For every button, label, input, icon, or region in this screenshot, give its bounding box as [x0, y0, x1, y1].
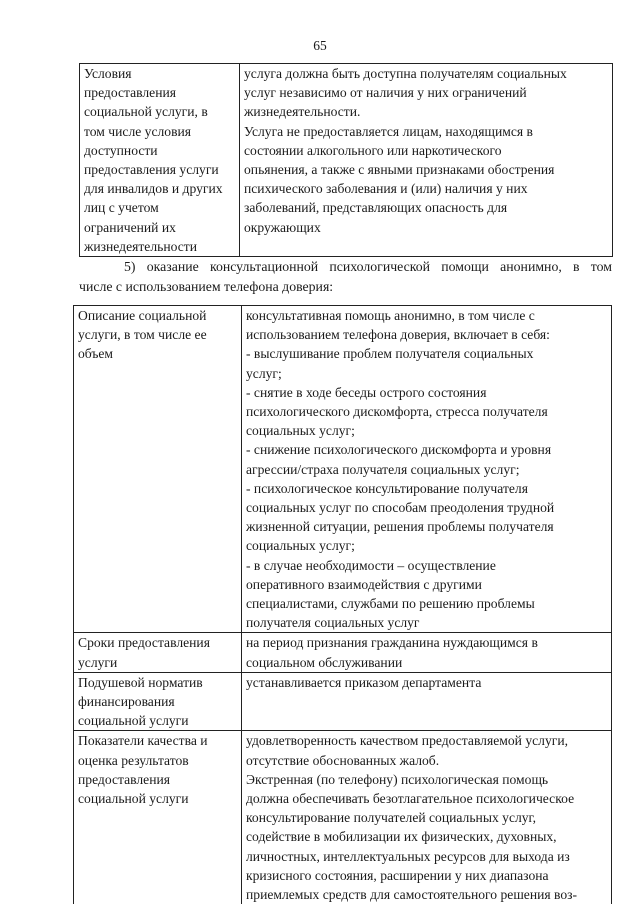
conditions-table — [79, 63, 613, 257]
row-value-line: удовлетворенность качеством предоставляемой услуги, — [246, 733, 568, 749]
row-value-line: консультативная помощь анонимно, в том числе с — [246, 308, 535, 323]
row-value-line: - в случае необходимости – осуществление — [246, 557, 496, 573]
row-value-line: - выслушивание проблем получателя социальных — [246, 346, 534, 362]
row-label-line: социальной услуги, в — [84, 104, 208, 120]
table-row — [74, 672, 612, 731]
row-label-line: услуги — [78, 654, 118, 670]
row-value-cell — [242, 731, 612, 904]
row-label-line: том числе условия — [84, 123, 192, 139]
row-value-line: социальных услуг; — [246, 423, 355, 439]
row-label-line: Сроки предоставления — [78, 635, 210, 651]
row-label-line: предоставления — [84, 85, 177, 101]
row-value-line: опьянения, а также с явными признаками обострения — [244, 162, 555, 178]
row-value-line: заболеваний, представляющих опасность для — [244, 200, 508, 216]
row-label-line: ограничений их — [84, 219, 176, 235]
table-row — [74, 306, 612, 633]
row-value-line: услуг; — [246, 365, 282, 381]
row-value-line: на период признания гражданина нуждающимся в — [246, 635, 538, 651]
row-label-line: Подушевой норматив — [78, 674, 203, 690]
section-5-paragraph — [79, 257, 612, 297]
row-label-line: Показатели качества и — [78, 733, 208, 749]
row-label-line: доступности — [84, 142, 158, 158]
row-label-line: жизнедеятельности — [84, 238, 197, 254]
row-label-line: оценка результатов — [78, 752, 189, 768]
row-label-line: услуги, в том числе ее — [78, 327, 207, 343]
row-value-line: содействие в мобилизации их физических, духовных, — [246, 829, 557, 845]
table-row — [74, 633, 612, 672]
row-value-line: - снижение психологического дискомфорта и уровня — [246, 442, 552, 458]
row-label-cell — [74, 306, 242, 633]
row-value-line: должна обеспечивать безотлагательное психологическое — [246, 791, 575, 807]
row-value-cell — [242, 306, 612, 633]
row-label-line: социальной услуги — [78, 791, 189, 807]
row-label-cell — [80, 64, 240, 257]
row-value-line: личностных, интеллектуальных ресурсов для выхода из — [246, 848, 570, 864]
row-label-cell — [74, 672, 242, 731]
row-value-line: - психологическое консультирование получателя — [246, 480, 528, 496]
row-value-line: устанавливается приказом департамента — [246, 674, 482, 690]
row-label-line: предоставления услуги — [84, 162, 219, 178]
row-value-line: кризисного состояния, расширении у них диапазона — [246, 867, 549, 883]
row-value-line: специалистами, службами по решению проблемы — [246, 596, 535, 612]
row-value-line: жизнедеятельности. — [244, 104, 361, 120]
row-value-line: оперативного взаимодействия с другими — [246, 576, 482, 592]
row-label-line: Описание социальной — [78, 308, 207, 323]
row-label-line: объем — [78, 346, 114, 362]
row-value-line: получателя социальных услуг — [246, 615, 420, 631]
row-label-line: финансирования — [78, 694, 175, 710]
row-value-line: консультирование получателей социальных услуг, — [246, 810, 536, 826]
page-number: 65 — [313, 38, 327, 53]
row-value-line: услуга должна быть доступна получателям социальных — [244, 66, 567, 81]
row-label-cell — [74, 633, 242, 672]
row-value-line: Услуга не предоставляется лицам, находящимся в — [244, 123, 533, 139]
row-value-line: услуг независимо от наличия у них ограничений — [244, 85, 527, 101]
row-value-line: окружающих — [244, 219, 321, 235]
service-description-table — [73, 305, 612, 904]
row-label-line: предоставления — [78, 771, 171, 787]
row-value-line: жизненной ситуации, решения проблемы получателя — [246, 519, 554, 535]
row-value-line: использованием телефона доверия, включает в себя: — [246, 327, 550, 343]
row-value-line: агрессии/страха получателя социальных услуг; — [246, 461, 520, 477]
row-label-line: Условия — [84, 66, 132, 81]
row-value-line: психологического дискомфорта, стресса получателя — [246, 404, 548, 420]
row-value-line: социальных услуг по способам преодоления трудной — [246, 500, 555, 516]
table-row — [74, 731, 612, 904]
row-value-cell — [242, 672, 612, 731]
row-label-line: социальной услуги — [78, 713, 189, 729]
row-value-line: социальных услуг; — [246, 538, 355, 554]
row-value-line: отсутствие обоснованных жалоб. — [246, 752, 440, 768]
row-label-cell — [74, 731, 242, 904]
paragraph-line: числе с использованием телефона доверия: — [79, 279, 334, 294]
row-value-line: психического заболевания и (или) наличия у них — [244, 181, 528, 197]
paragraph-line: 5) оказание консультационной психологической помощи анонимно, в том — [124, 259, 612, 274]
table-row — [80, 64, 613, 257]
row-value-cell — [242, 633, 612, 672]
row-label-line: для инвалидов и других — [84, 181, 223, 197]
row-value-line: Экстренная (по телефону) психологическая помощь — [246, 771, 549, 787]
row-value-line: социальном обслуживании — [246, 654, 403, 670]
row-value-cell — [240, 64, 613, 257]
row-value-line: состоянии алкогольного или наркотического — [244, 142, 502, 158]
row-value-line: приемлемых средств для самостоятельного решения воз- — [246, 887, 578, 903]
row-value-line: - снятие в ходе беседы острого состояния — [246, 384, 487, 400]
row-label-line: лиц с учетом — [84, 200, 159, 216]
